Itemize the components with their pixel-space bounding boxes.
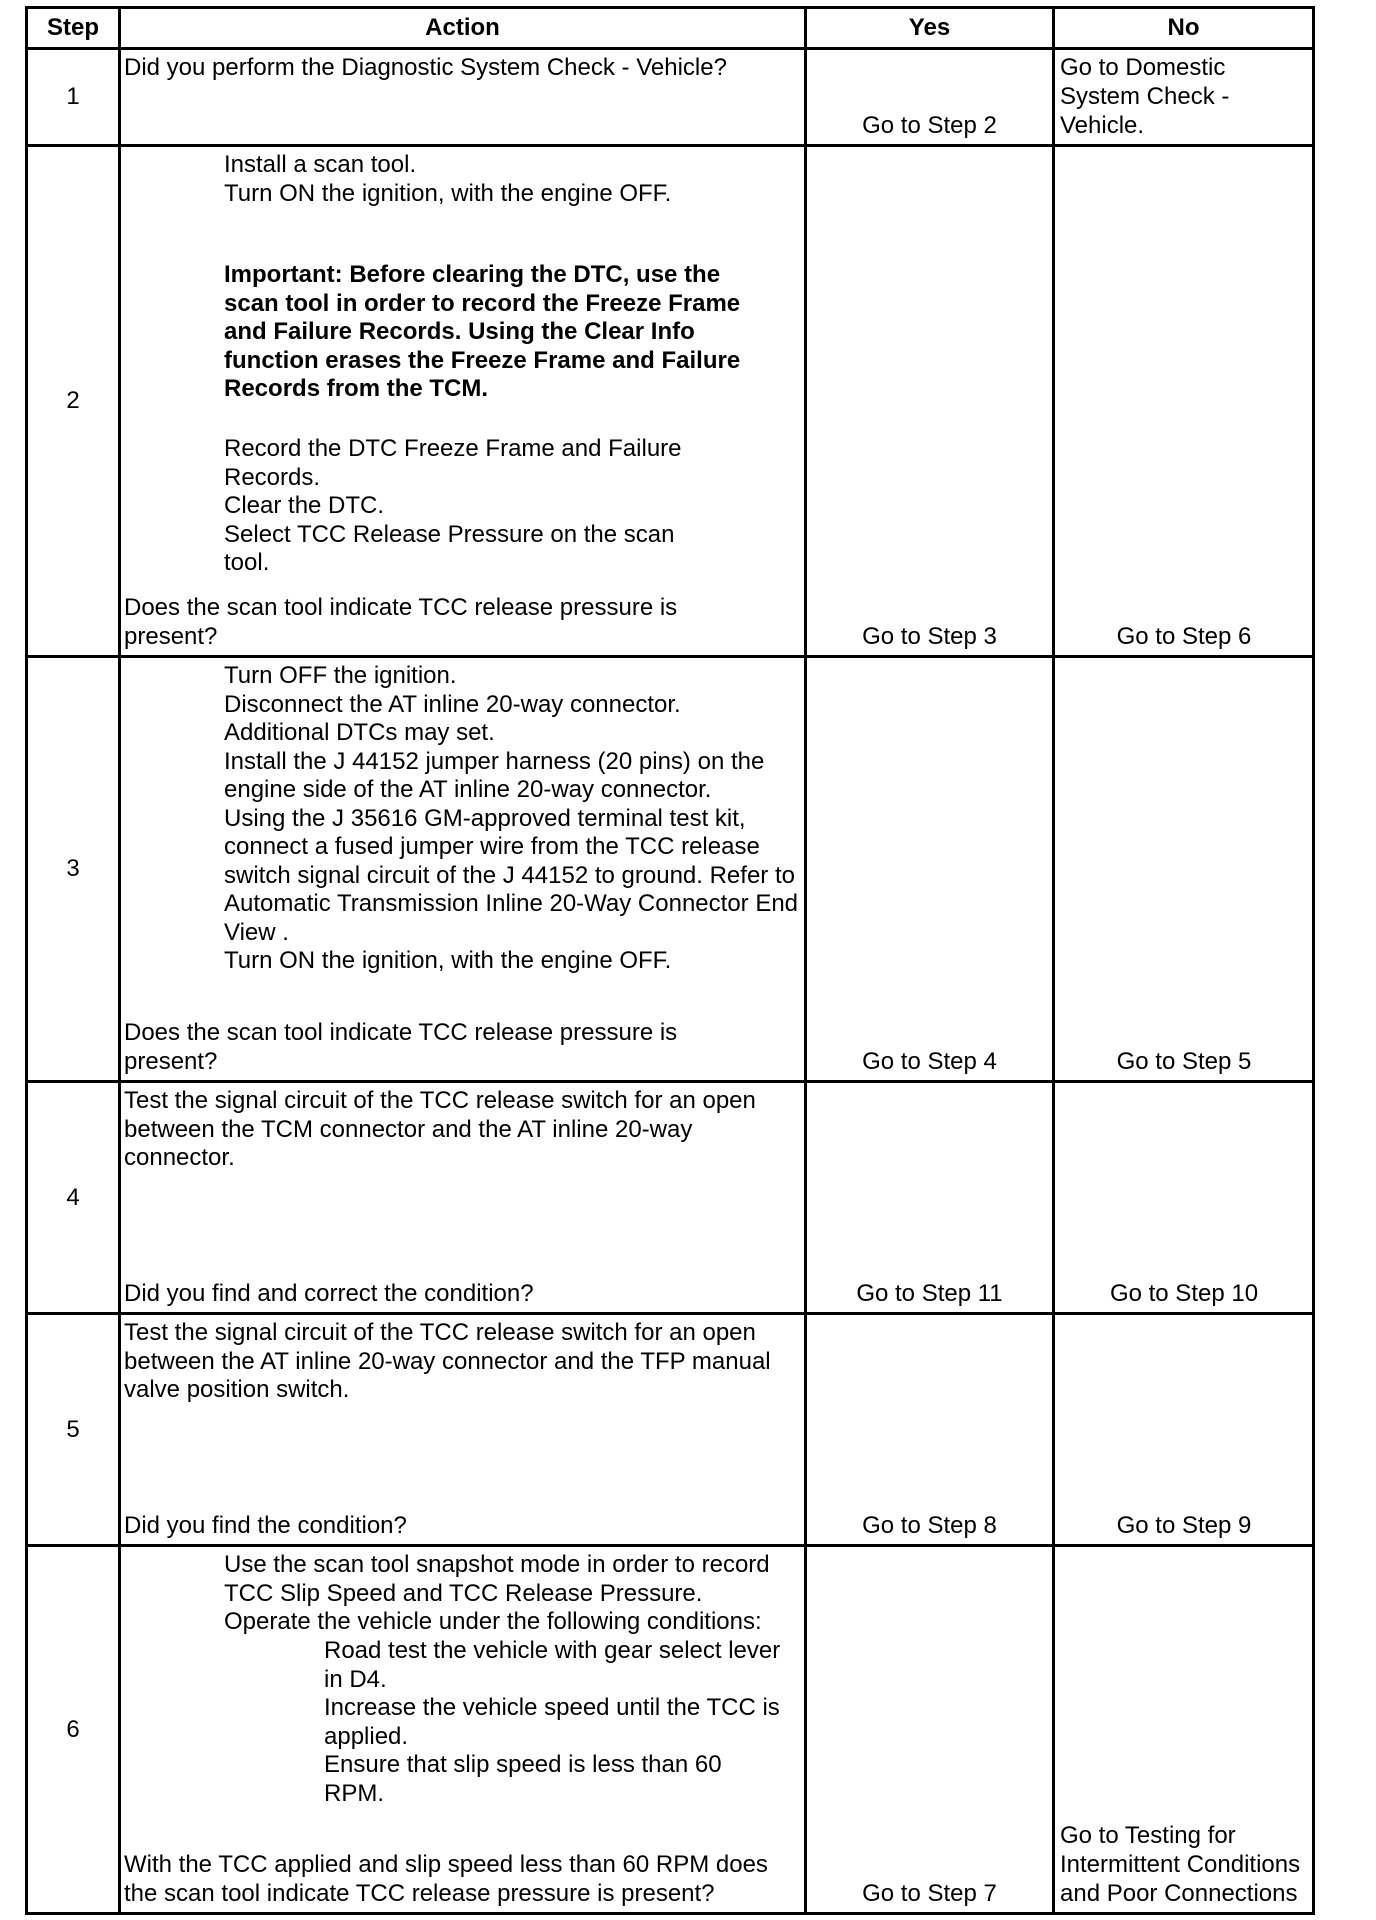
action-step: Disconnect the AT inline 20-way connector. Additional DTCs may set.: [224, 690, 681, 746]
table-row: [27, 1314, 1314, 1546]
table-row: [27, 657, 1314, 1082]
action-text: Did you perform the Diagnostic System Check - Vehicle?: [124, 54, 727, 81]
no-cell: Go to Step 10: [1054, 1082, 1314, 1314]
action-question: Did you find the condition?: [124, 1511, 407, 1539]
no-cell: Go to Step 9: [1054, 1314, 1314, 1546]
action-cell: [120, 657, 806, 1082]
no-cell: Go to Step 6: [1054, 146, 1314, 657]
action-text: Test the signal circuit of the TCC release switch for an open between the AT inline 20-way connector and the TFP manual valve position switch.: [124, 1319, 771, 1403]
action-question: Did you find and correct the condition?: [124, 1279, 534, 1307]
no-cell: Go to Testing for Intermittent Conditions and Poor Connections: [1054, 1546, 1314, 1914]
action-substep: Road test the vehicle with gear select lever in D4.: [324, 1637, 781, 1693]
table-row: [27, 1082, 1314, 1314]
action-cell: [120, 1546, 806, 1914]
yes-cell: Go to Step 4: [806, 657, 1054, 1082]
no-cell: Go to Domestic System Check - Vehicle.: [1054, 49, 1314, 146]
action-step: Install the J 44152 jumper harness (20 pins) on the engine side of the AT inline 20-way connector.: [224, 747, 765, 803]
yes-cell: Go to Step 3: [806, 146, 1054, 657]
header-row: [27, 8, 1314, 49]
action-text: Test the signal circuit of the TCC release switch for an open between the TCM connector and the AT inline 20-way connector.: [124, 1087, 756, 1171]
table-row: [27, 146, 1314, 657]
important-note: Important: Before clearing the DTC, use the scan tool in order to record the Freeze Frame and Failure Records. Using the Clear Info function erases the Freeze Frame and Failure Records from the TCM.: [224, 261, 741, 402]
header-step: Step: [27, 8, 120, 49]
action-step: Operate the vehicle under the following conditions:: [224, 1608, 762, 1635]
diagnostic-table: [25, 6, 1315, 1915]
action-substep: Increase the vehicle speed until the TCC is applied.: [324, 1694, 780, 1750]
action-cell: [120, 49, 806, 146]
table-row: [27, 49, 1314, 146]
action-question: With the TCC applied and slip speed less than 60 RPM does the scan tool indicate TCC release pressure is present?: [124, 1851, 768, 1907]
action-step: Use the scan tool snapshot mode in order to record TCC Slip Speed and TCC Release Pressure.: [224, 1551, 770, 1607]
step-number: 1: [27, 49, 120, 146]
action-cell: [120, 1314, 806, 1546]
action-step: Turn ON the ignition, with the engine OFF.: [224, 947, 672, 974]
yes-cell: Go to Step 11: [806, 1082, 1054, 1314]
header-yes: Yes: [806, 8, 1054, 49]
action-step: Select TCC Release Pressure on the scan tool.: [224, 520, 675, 576]
table-row: [27, 1546, 1314, 1914]
action-question: Does the scan tool indicate TCC release pressure is present?: [124, 1019, 678, 1075]
header-action: Action: [120, 8, 806, 49]
action-step: Clear the DTC.: [224, 492, 385, 519]
yes-cell: Go to Step 2: [806, 49, 1054, 146]
action-substep: Ensure that slip speed is less than 60 RPM.: [324, 1751, 722, 1807]
yes-cell: Go to Step 7: [806, 1546, 1054, 1914]
action-step: Record the DTC Freeze Frame and Failure Records.: [224, 435, 682, 491]
action-step: Using the J 35616 GM-approved terminal test kit, connect a fused jumper wire from the TCC release switch signal circuit of the J 44152 to ground. Refer to Automatic Transmission Inline 20-Way Connector End View .: [224, 804, 799, 946]
no-cell: Go to Step 5: [1054, 657, 1314, 1082]
action-cell: [120, 1082, 806, 1314]
action-step: Turn ON the ignition, with the engine OFF.: [224, 179, 672, 207]
action-step: Turn OFF the ignition.: [224, 662, 457, 689]
step-number: 5: [27, 1314, 120, 1546]
action-cell: [120, 146, 806, 657]
yes-cell: Go to Step 8: [806, 1314, 1054, 1546]
action-question: Does the scan tool indicate TCC release pressure is present?: [124, 594, 678, 650]
step-number: 2: [27, 146, 120, 657]
header-no: No: [1054, 8, 1314, 49]
step-number: 6: [27, 1546, 120, 1914]
step-number: 4: [27, 1082, 120, 1314]
action-step: Install a scan tool.: [224, 151, 417, 178]
step-number: 3: [27, 657, 120, 1082]
